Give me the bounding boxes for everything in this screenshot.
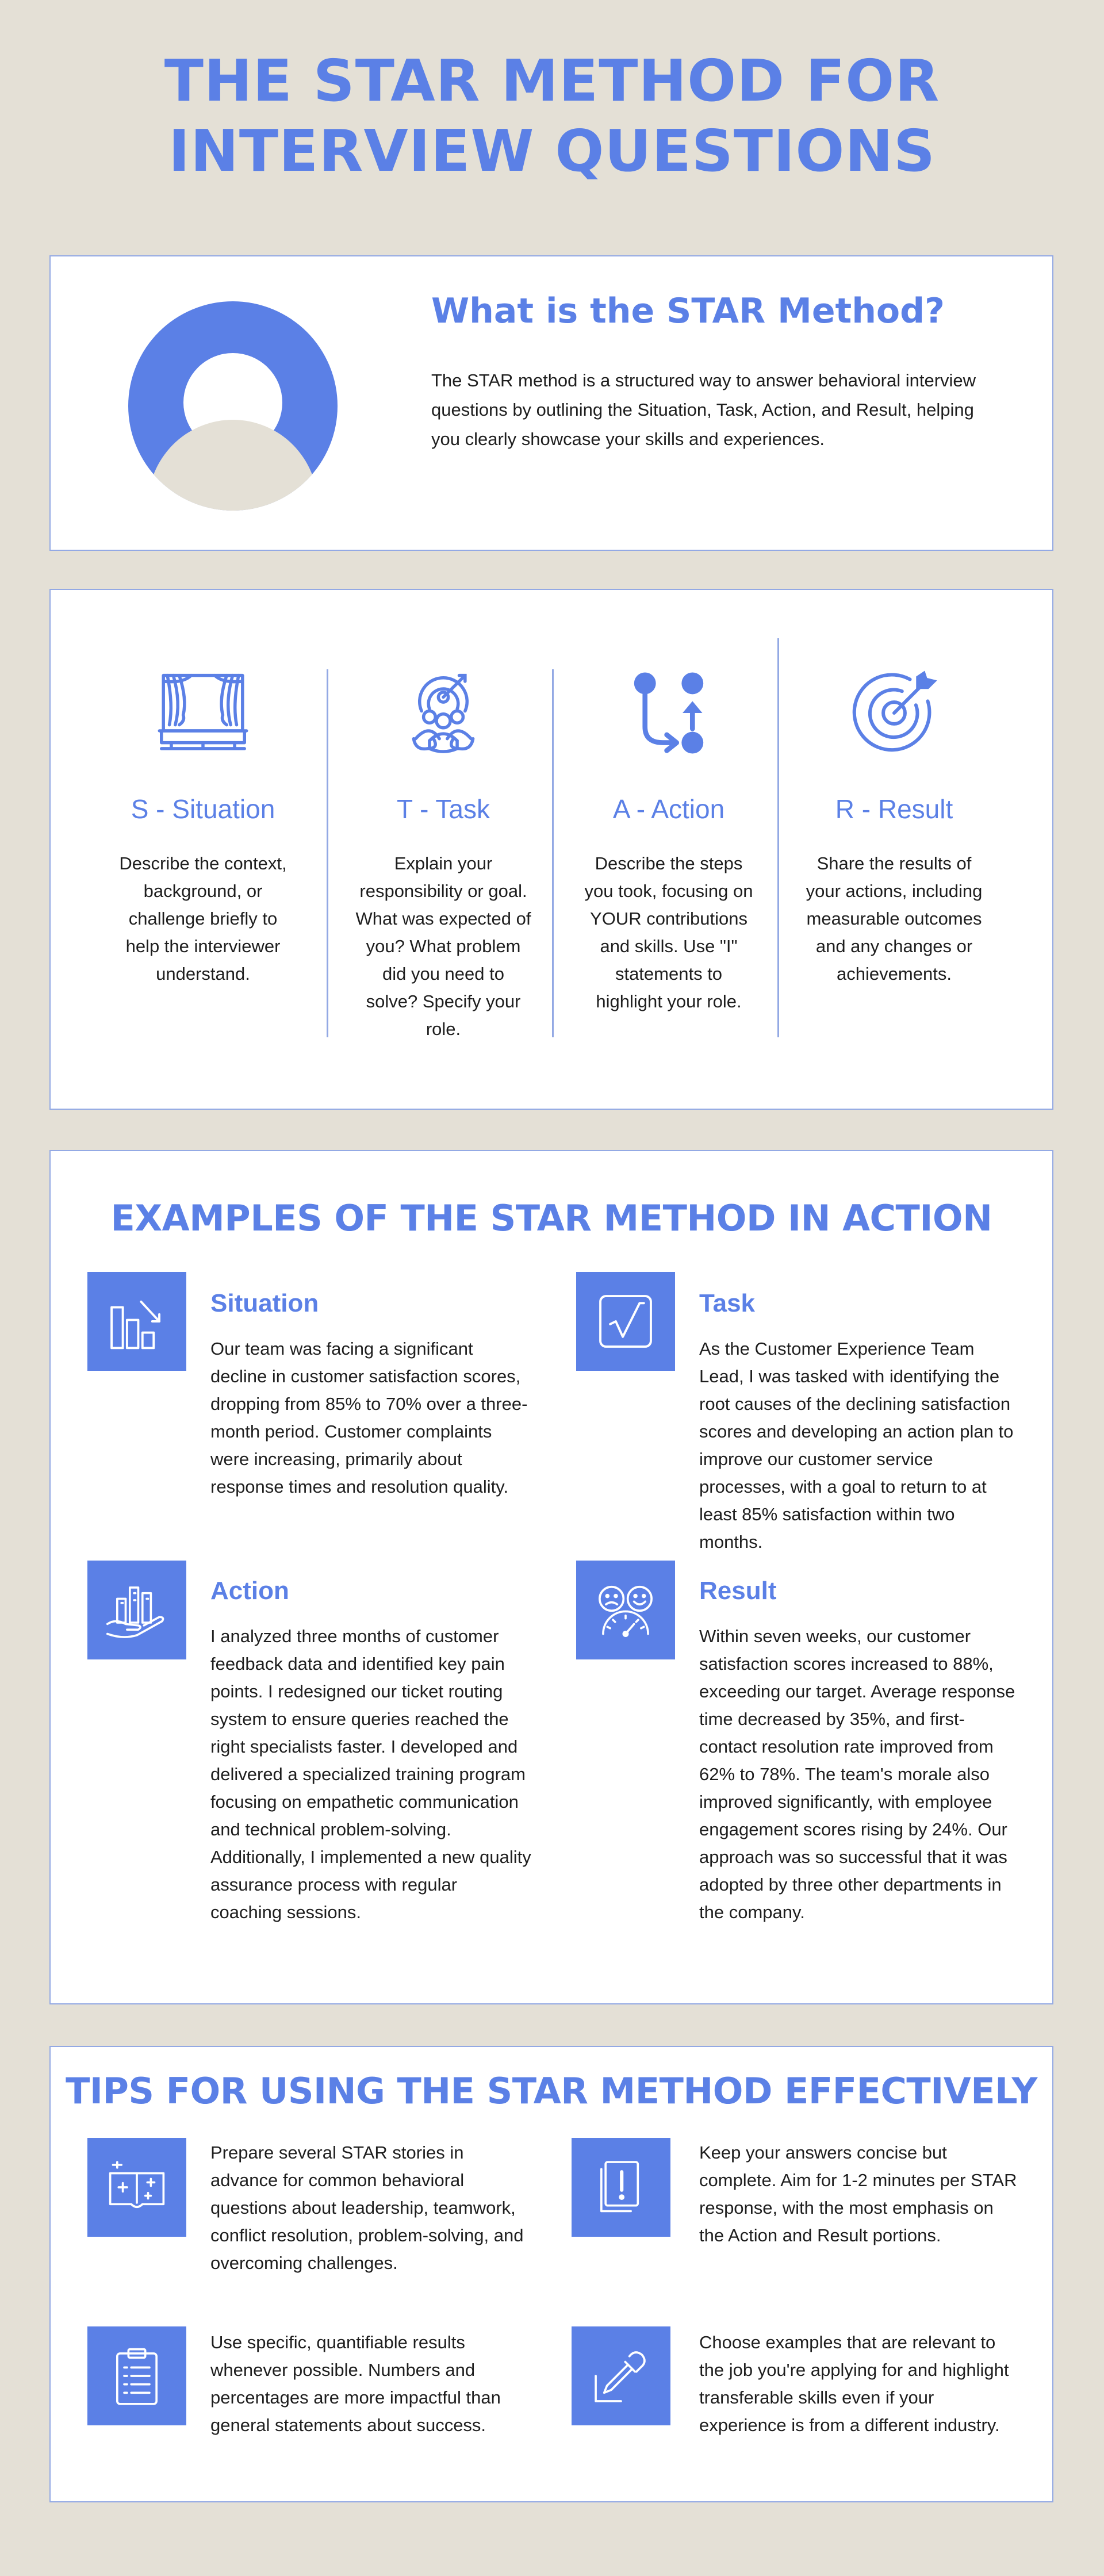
examples-panel — [49, 1150, 1053, 2004]
tips-heading: TIPS FOR USING THE STAR METHOD EFFECTIVELY — [66, 2070, 1037, 2112]
intro-panel — [49, 255, 1053, 551]
example-text-action: I analyzed three months of customer feedback data and identified key pain points. I redesigned our ticket routing system to ensure queries reached the right specialists faster. I developed and delivered a specialized training program focusing on empathetic communication and technical problem-solving. Additionally, I implemented a new quality assurance process with regular coaching sessions. — [210, 1626, 531, 1922]
step-label-result: R - Result — [835, 794, 953, 824]
page-title-line-2: INTERVIEW QUESTIONS — [168, 117, 936, 185]
growth-hand-icon — [87, 1561, 186, 1659]
declining-chart-icon — [87, 1272, 186, 1371]
flow-arrows-icon — [555, 664, 782, 762]
step-result — [781, 590, 1007, 1109]
tip-text-2: Keep your answers concise but complete. Aim for 1-2 minutes per STAR response, with the most emphasis on the Action and Result portions. — [699, 2142, 1017, 2245]
tips-panel — [49, 2046, 1053, 2502]
example-title-action: Action — [210, 1577, 289, 1605]
checkmark-box-icon — [576, 1272, 675, 1371]
step-text-situation: Describe the context, background, or challenge briefly to help the interviewer understand. — [119, 853, 287, 984]
example-title-task: Task — [699, 1289, 756, 1317]
alert-document-icon — [572, 2138, 670, 2237]
step-text-result: Share the results of your actions, including measurable outcomes and any changes or achievements. — [806, 853, 983, 984]
example-title-situation: Situation — [210, 1289, 319, 1317]
theater-stage-icon — [90, 664, 316, 762]
page-title-line-1: THE STAR METHOD FOR — [164, 47, 940, 114]
step-text-task: Explain your responsibility or goal. What was expected of you? What problem did you need to solve? Specify your role. — [355, 853, 531, 1039]
eyedropper-icon — [572, 2326, 670, 2425]
examples-heading: EXAMPLES OF THE STAR METHOD IN ACTION — [110, 1197, 992, 1239]
column-divider — [552, 669, 554, 1037]
target-people-icon — [330, 664, 557, 762]
tip-text-4: Choose examples that are relevant to the job you're applying for and highlight transferable skills even if your experience is from a different industry. — [699, 2332, 1009, 2435]
tip-text-1: Prepare several STAR stories in advance for common behavioral questions about leadership, teamwork, conflict resolution, problem-solving, and overcoming challenges. — [210, 2142, 524, 2273]
step-label-situation: S - Situation — [131, 794, 275, 824]
step-task — [330, 590, 557, 1109]
page-title — [0, 46, 1104, 186]
example-text-situation: Our team was facing a significant decline in customer satisfaction scores, dropping from 85% to 70% over a three-month period. Customer complaints were increasing, primarily about response times and resolution quality. — [210, 1339, 528, 1497]
book-plus-icon — [87, 2138, 186, 2237]
example-title-result: Result — [699, 1577, 777, 1605]
step-action — [555, 590, 782, 1109]
step-label-action: A - Action — [612, 794, 725, 824]
steps-panel — [49, 589, 1053, 1110]
example-text-task: As the Customer Experience Team Lead, I was tasked with identifying the root causes of the declining satisfaction scores and developing an action plan to improve our customer service processes, with a goal to return to at least 85% satisfaction within two months. — [699, 1339, 1014, 1552]
avatar-icon — [128, 301, 338, 511]
bullseye-icon — [781, 664, 1007, 762]
clipboard-list-icon — [87, 2326, 186, 2425]
step-label-task: T - Task — [397, 794, 490, 824]
example-text-result: Within seven weeks, our customer satisfaction scores increased to 88%, exceeding our target. Average response time decreased by 35%, and first-contact resolution rate improved from 62% to 78%. The team's morale also improved significantly, with employee engagement scores rising by 24%. Our approach was so successful that it was adopted by three other departments in the company. — [699, 1626, 1015, 1922]
step-text-action: Describe the steps you took, focusing on YOUR contributions and skills. Use "I" statements to highlight your role. — [584, 853, 753, 1011]
step-situation — [90, 590, 316, 1109]
satisfaction-gauge-icon — [576, 1561, 675, 1659]
tip-text-3: Use specific, quantifiable results whenever possible. Numbers and percentages are more impactful than general statements about success. — [210, 2332, 501, 2435]
intro-text: The STAR method is a structured way to answer behavioral interview questions by outlining the Situation, Task, Action, and Result, helping you clearly showcase your skills and experiences. — [431, 370, 976, 449]
intro-heading: What is the STAR Method? — [431, 291, 945, 331]
column-divider — [777, 638, 779, 1037]
column-divider — [327, 669, 328, 1037]
